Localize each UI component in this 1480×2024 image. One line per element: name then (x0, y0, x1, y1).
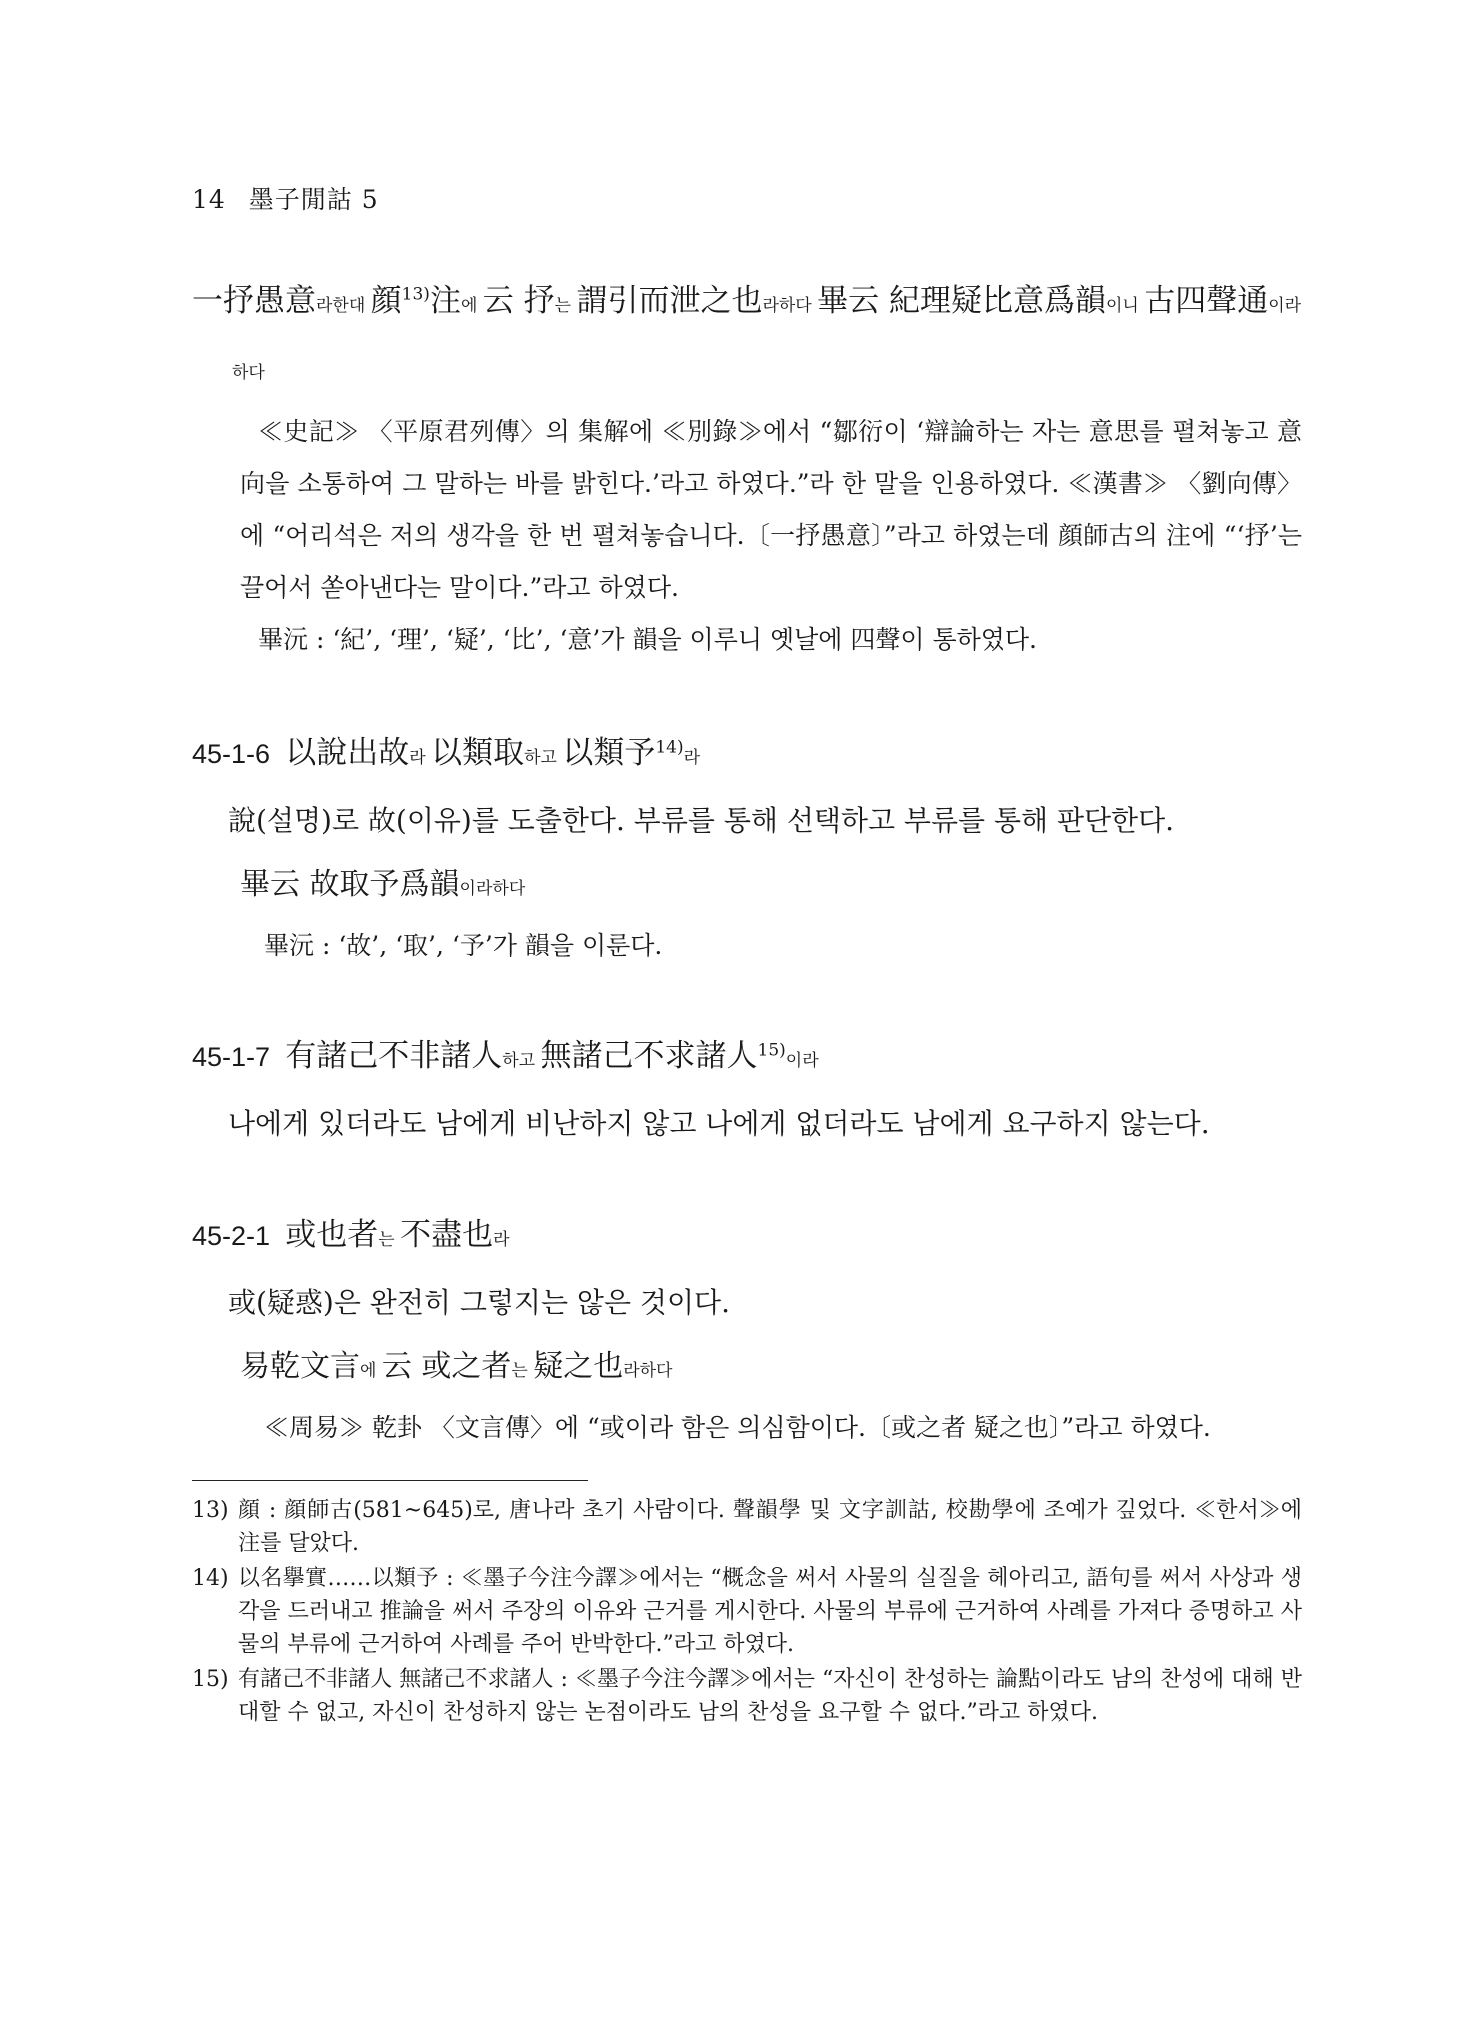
footnote-text: 顔 : 顔師古(581~645)로, 唐나라 초기 사람이다. 聲韻學 및 文字訓詁, 校勘學에 조예가 깊었다. ≪한서≫에 注를 달았다. (238, 1498, 1302, 1556)
section-translation: 說(설명)로 故(이유)를 도출한다. 부류를 통해 선택하고 부류를 통해 판단한다. (228, 804, 1175, 837)
section-number: 45-1-6 (192, 739, 271, 769)
commentary-translation: 畢沅 : ‘故’, ‘取’, ‘予’가 韻을 이룬다. (264, 931, 663, 960)
main-text (192, 270, 1302, 1451)
particle-text: 에 (460, 296, 483, 316)
hanzi-text: 易乾文言 (240, 1349, 360, 1384)
section-heading (192, 730, 1302, 781)
footnote-text: 以名擧實……以類予 : ≪墨子今注今譯≫에서는 “概念을 써서 사물의 실질을 헤아리고, 語句를 써서 사상과 생각을 드러내고 推論을 써서 주장의 이유와 근거를 게시한다. 사물의 부류에 근거하여 사례를 가져다 증명하고 사물의 부류에 근거하여 사례를 주어 반박한다.”라고 하였다. (238, 1566, 1302, 1657)
commentary-translation: ≪周易≫ 乾卦 〈文言傳〉에 “或이라 함은 의심함이다.〔或之者 疑之也〕”라고 하였다. (264, 1413, 1211, 1442)
hanzi-text: 一抒愚意 (192, 283, 316, 319)
footnote-mark: 15) (192, 1667, 229, 1692)
hanzi-text: 疑之也 (533, 1349, 624, 1384)
section-number: 45-2-1 (192, 1221, 271, 1251)
hanzi-text: 畢云 紀理疑比意爲韻 (817, 283, 1106, 319)
section-translation: 나에게 있더라도 남에게 비난하지 않고 나에게 없더라도 남에게 요구하지 않는다. (228, 1107, 1210, 1140)
hanzi-text: 不盡也 (400, 1217, 494, 1253)
hanzi-text: 以說出故 (285, 735, 410, 771)
footnotes (192, 1494, 1302, 1731)
footnote-divider (192, 1480, 588, 1481)
particle-text: 는 (554, 296, 577, 316)
particle-text: 이라 (785, 1051, 819, 1071)
particle-text: 에 (360, 1361, 382, 1381)
particle-text: 라 (493, 1230, 510, 1250)
footnote-13 (192, 1494, 1302, 1560)
hanzi-text: 古四聲 (1144, 283, 1238, 319)
footnote-ref-15[interactable]: 15) (757, 1040, 786, 1061)
section-heading (192, 1033, 1302, 1084)
particle-text: 라 (409, 748, 432, 768)
hanzi-text: 顔 (370, 283, 402, 319)
book-title: 墨子閒詁 5 (248, 185, 379, 214)
hanzi-text: 或也者 (285, 1217, 379, 1253)
footnote-text: 有諸己不非諸人 無諸己不求諸人 : ≪墨子今注今譯≫에서는 “자신이 찬성하는 論點이라도 남의 찬성에 대해 반대할 수 없고, 자신이 찬성하지 않는 논점이라도 남의 찬성을 요구할 수 없다.”라고 하였다. (238, 1667, 1302, 1725)
commentary-translation: ≪史記≫ 〈平原君列傳〉의 集解에 ≪別錄≫에서 “鄒衍이 ‘辯論하는 자는 意思를 펼쳐놓고 意向을 소통하여 그 말하는 바를 밝힌다.’라고 하였다.”라 한 말을 인용하였다. ≪漢書≫ 〈劉向傳〉에 “어리석은 저의 생각을 한 번 펼쳐놓습니다.〔一抒愚意〕”라고 하였는데 顔師古의 注에 “‘抒’는 끌어서 쏟아낸다는 말이다.”라고 하였다. (240, 417, 1302, 602)
hanzi-text: 謂引而泄之也 (576, 283, 763, 319)
footnote-mark: 13) (192, 1498, 229, 1523)
hanzi-text: 以類予 (562, 735, 656, 771)
hanzi-text: 云 抒 (482, 283, 555, 319)
footnote-ref-14[interactable]: 14) (655, 737, 684, 758)
footnote-ref-13[interactable]: 13) (401, 284, 430, 305)
commentary-line (240, 861, 1302, 913)
section-heading (192, 1212, 1302, 1263)
particle-text: 하고 (502, 1051, 541, 1071)
particle-text: 이니 (1105, 296, 1145, 316)
hanzi-text: 注 (429, 283, 461, 319)
commentary-line (240, 1343, 1302, 1395)
running-header (192, 180, 379, 216)
hanzi-text: 無諸己不求諸人 (540, 1038, 758, 1074)
particle-text: 라하다 (762, 296, 818, 316)
hanzi-text: 有諸己不非諸人 (285, 1038, 503, 1074)
particle-text: 라 (683, 748, 701, 768)
particle-text: 이라하다 (459, 879, 526, 899)
section-number: 45-1-7 (192, 1042, 271, 1072)
particle-text: 는 (511, 1361, 534, 1381)
particle-text: 라하다 (623, 1361, 673, 1381)
footnote-mark: 14) (192, 1566, 229, 1591)
hanzi-text: 云 或之者 (381, 1349, 512, 1384)
footnote-14 (192, 1562, 1302, 1661)
hanzi-text: 以類取 (431, 735, 525, 771)
section-translation: 或(疑惑)은 완전히 그렇지는 않은 것이다. (228, 1286, 730, 1319)
hanzi-text: 通 (1237, 283, 1269, 319)
hanzi-text: 畢云 故取予爲韻 (240, 867, 460, 902)
particle-text: 라한대 (316, 296, 371, 316)
page-number: 14 (192, 185, 226, 214)
footnote-15 (192, 1663, 1302, 1729)
particle-text: 하고 (524, 748, 563, 768)
commentary-translation: 畢沅 : ‘紀’, ‘理’, ‘疑’, ‘比’, ‘意’가 韻을 이루니 옛날에 四聲이 통하였다. (258, 625, 1037, 654)
particle-text: 는 (378, 1230, 401, 1250)
particle-text: 이라하다 (232, 296, 1302, 383)
commentary-paragraph (192, 270, 1302, 404)
